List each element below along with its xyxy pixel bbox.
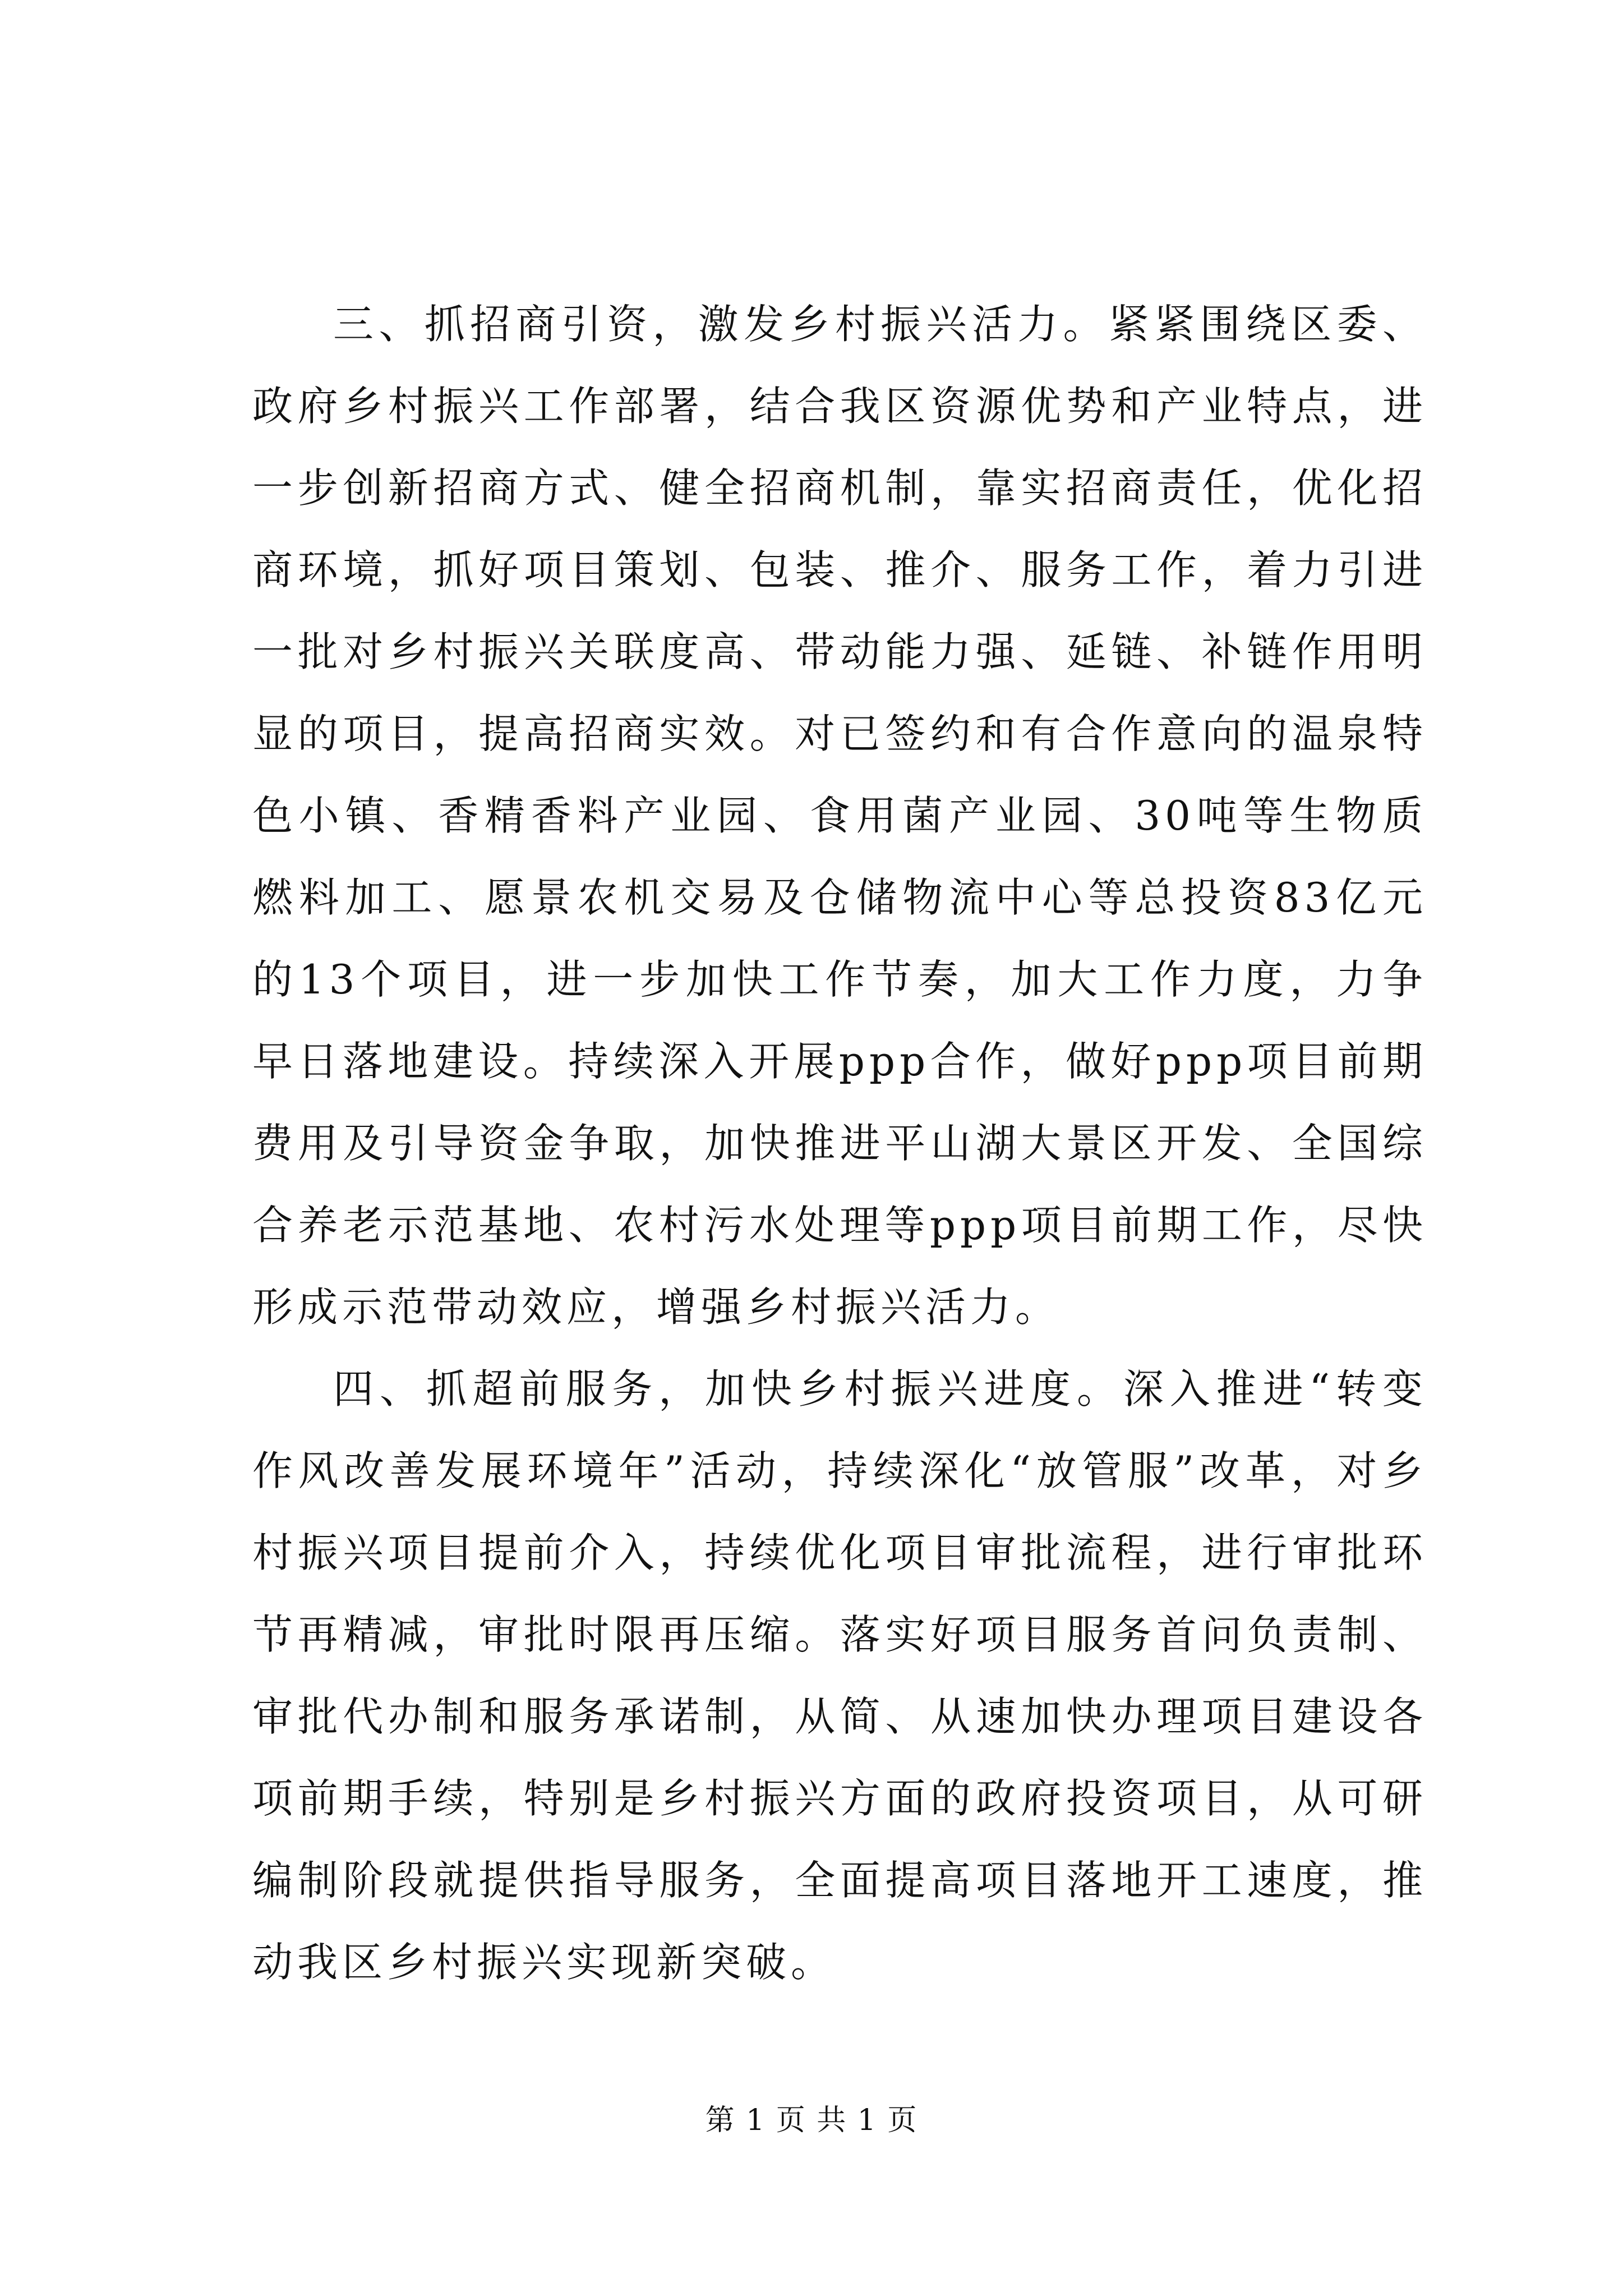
paragraph-4-service: 四、抓超前服务，加快乡村振兴进度。深入推进“转变作风改善发展环境年”活动，持续深化“放管服”改革，对乡村振兴项目提前介入，持续优化项目审批流程，进行审批环节再精减，审批时限再压缩。落实好项目服务首问负责制、审批代办制和服务承诺制，从简、从速加快办理项目建设各项前期手续，特别是乡村振兴方面的政府投资项目，从可研编制阶段就提供指导服务，全面提高项目落地开工速度，推动我区乡村振兴实现新突破。 [252,1365,1427,1986]
document-body [252,283,1427,2003]
paragraph-3-investment: 三、抓招商引资，激发乡村振兴活力。紧紧围绕区委、政府乡村振兴工作部署，结合我区资源优势和产业特点，进一步创新招商方式、健全招商机制，靠实招商责任，优化招商环境，抓好项目策划、包装、推介、服务工作，着力引进一批对乡村振兴关联度高、带动能力强、延链、补链作用明显的项目，提高招商实效。对已签约和有合作意向的温泉特色小镇、香精香料产业园、食用菌产业园、30吨等生物质燃料加工、愿景农机交易及仓储物流中心等总投资83亿元的13个项目，进一步加快工作节奏，加大工作力度，力争早日落地建设。持续深入开展ppp合作，做好ppp项目前期费用及引导资金争取，加快推进平山湖大景区开发、全国综合养老示范基地、农村污水处理等ppp项目前期工作，尽快形成示范带动效应，增强乡村振兴活力。 [252,301,1427,1331]
page-number-footer: 第 1 页 共 1 页 [705,2104,918,2137]
